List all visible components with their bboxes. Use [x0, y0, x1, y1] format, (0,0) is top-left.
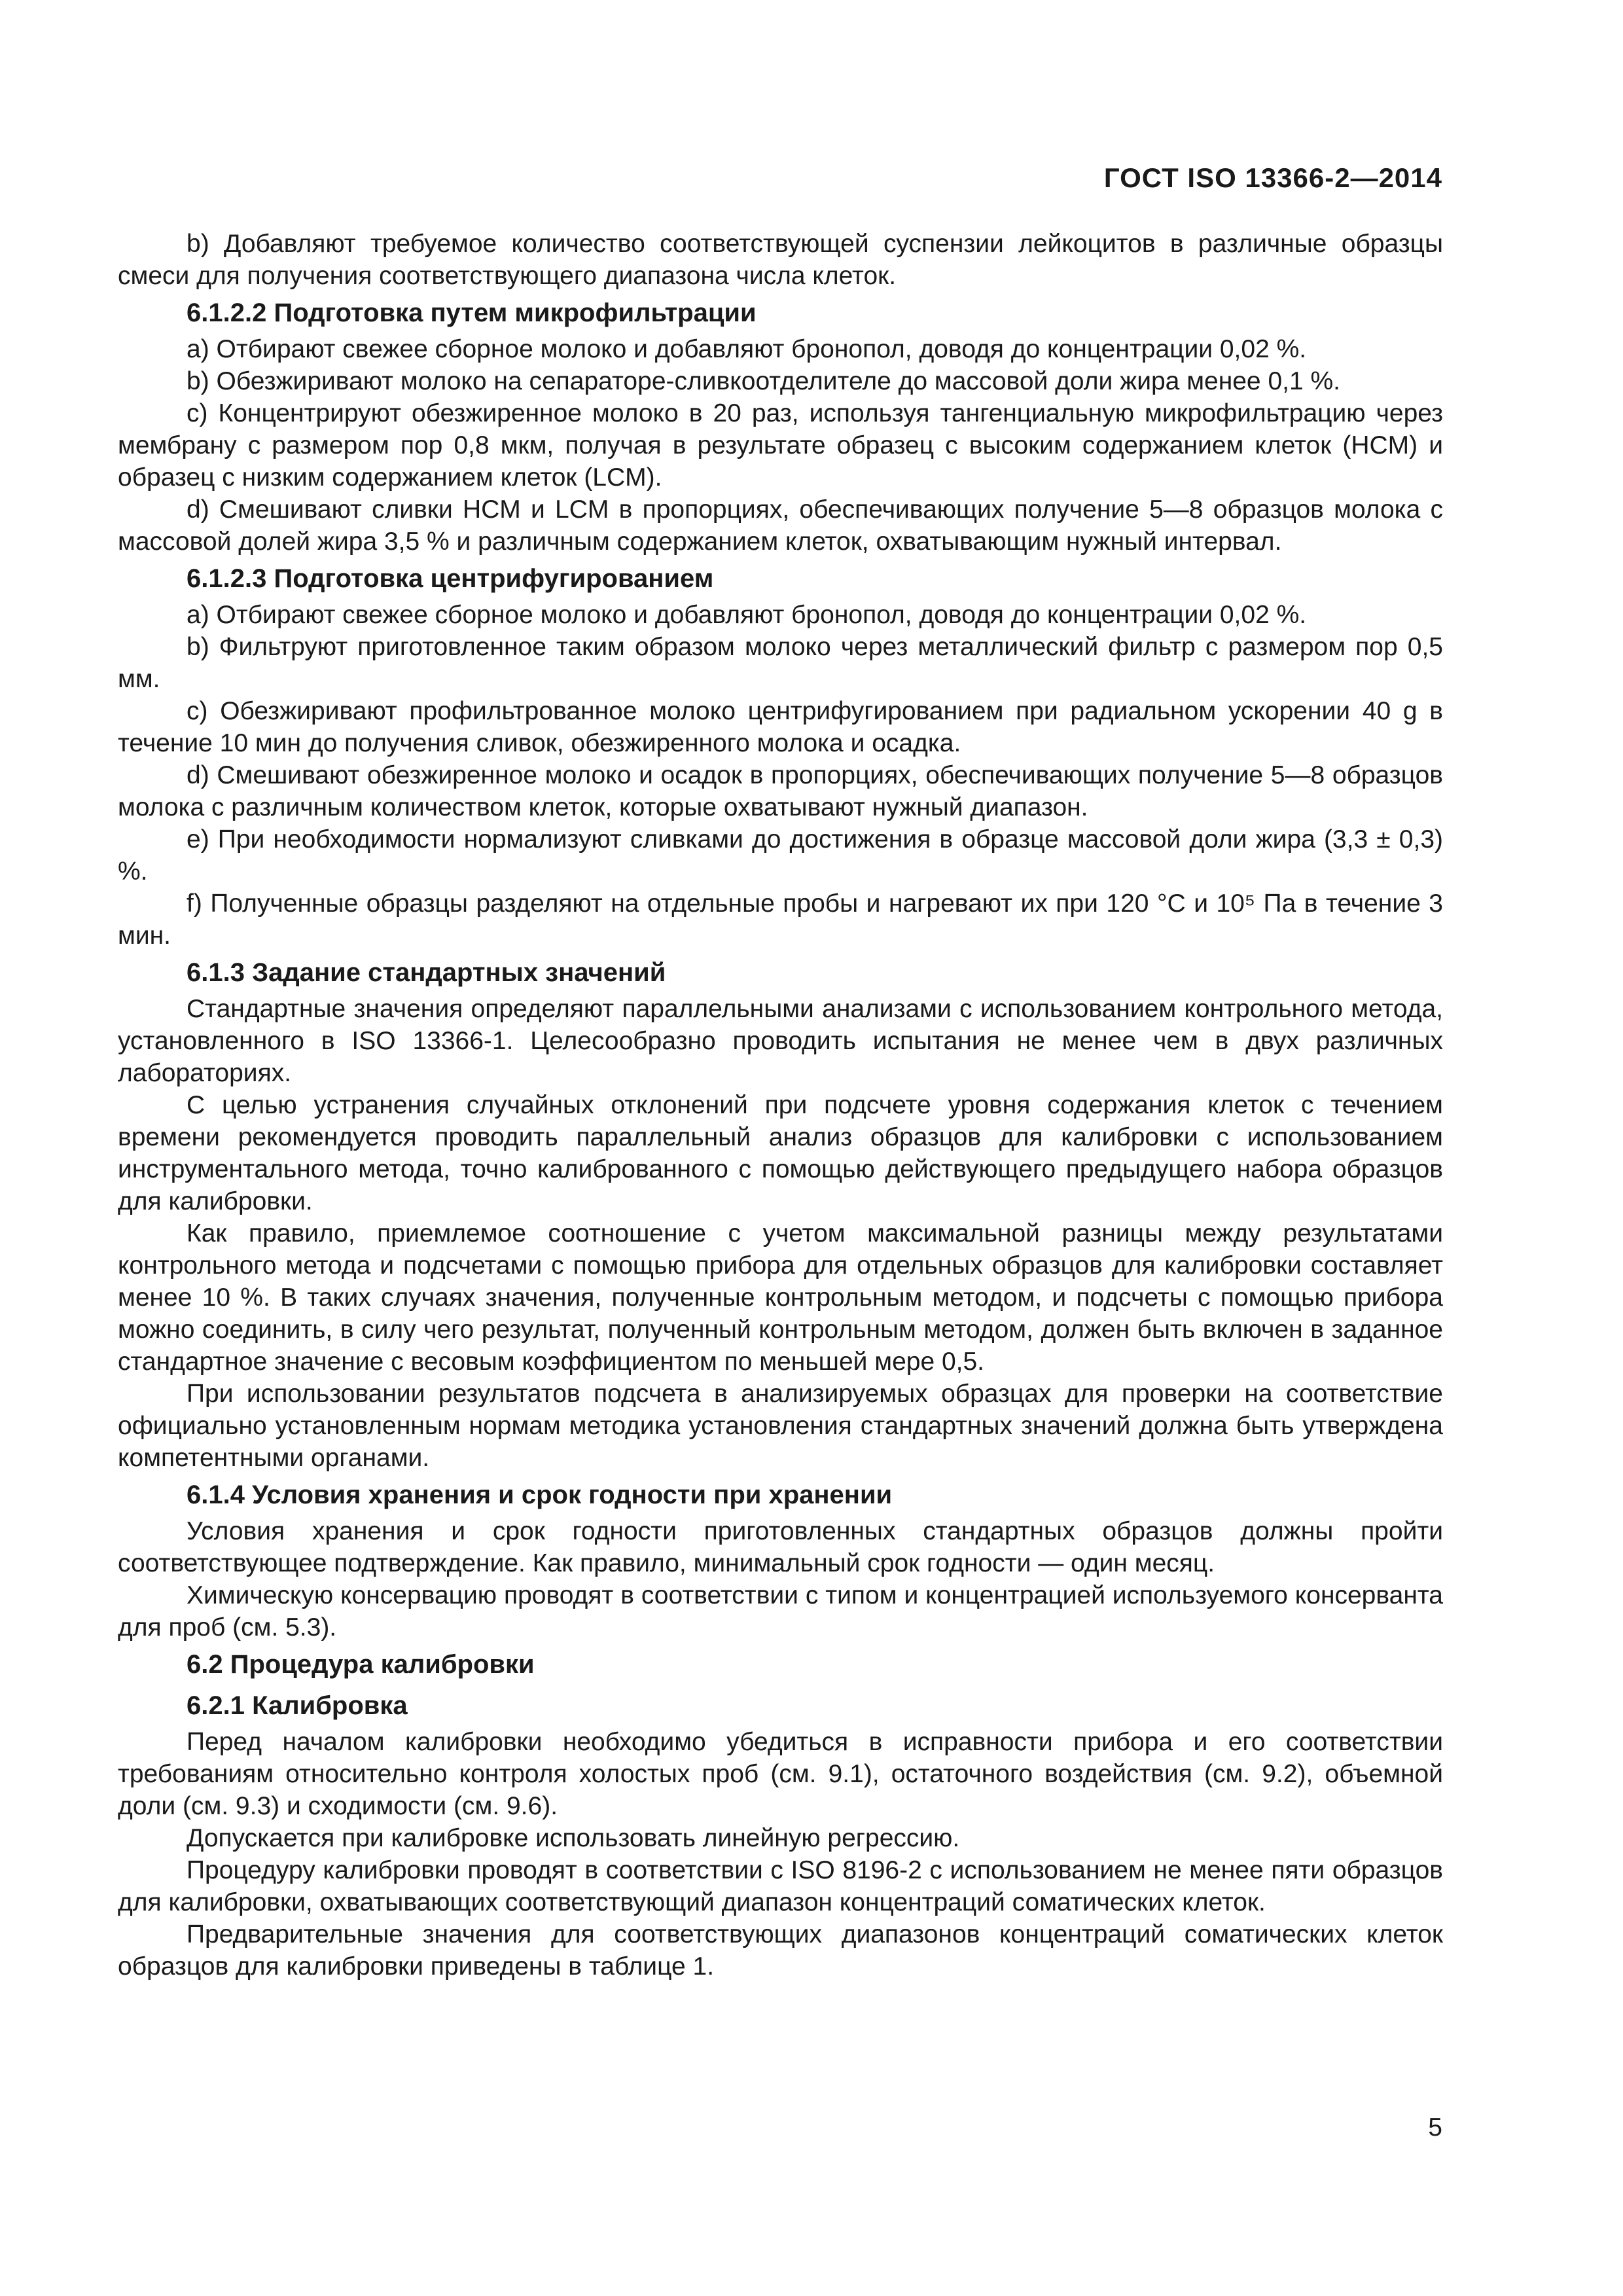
paragraph: c) Обезжиривают профильтрованное молоко центрифугированием при радиальном ускорении 40 g в течение 10 мин до получения сливок, обезжиренного молока и осадка. — [118, 697, 1443, 757]
page-number: 5 — [1428, 2113, 1442, 2142]
section-heading: 6.1.3 Задание стандартных значений — [187, 958, 666, 987]
paragraph: Как правило, приемлемое соотношение с учетом максимальной разницы между результатами контрольного метода и подсчетами с помощью прибора для отдельных образцов для калибровки составляет менее 10 %. В таких случаях значения, полученные контрольным методом, и подсчеты с помощью прибора можно соединить, в силу чего результат, полученный контрольным методом, должен быть включен в заданное стандартное значение с весовым коэффициентом по меньшей мере 0,5. — [118, 1219, 1443, 1376]
paragraph: b) Фильтруют приготовленное таким образом молоко через металлический фильтр с размером пор 0,5 мм. — [118, 633, 1443, 693]
paragraph: b) Обезжиривают молоко на сепараторе-сливкоотделителе до массовой доли жира менее 0,1 %. — [187, 367, 1341, 395]
paragraph: b) Добавляют требуемое количество соответствующей суспензии лейкоцитов в различные образцы смеси для получения соответствующего диапазона числа клеток. — [118, 230, 1443, 290]
paragraph: f) Полученные образцы разделяют на отдельные пробы и нагревают их при 120 °С и 10⁵ Па в течение 3 мин. — [118, 889, 1443, 950]
paragraph: Перед началом калибровки необходимо убедиться в исправности прибора и его соответствии требованиям относительно контроля холостых проб (см. 9.1), остаточного воздействия (см. 9.2), объемной доли (см. 9.3) и сходимости (см. 9.6). — [118, 1728, 1443, 1820]
paragraph: Химическую консервацию проводят в соответствии с типом и концентрацией используемого консерванта для проб (см. 5.3). — [118, 1581, 1443, 1641]
paragraph: С целью устранения случайных отклонений при подсчете уровня содержания клеток с течением времени рекомендуется проводить параллельный анализ образцов для калибровки с использованием инструментального метода, точно калиброванного с помощью действующего предыдущего набора образцов для калибровки. — [118, 1091, 1443, 1215]
section-heading: 6.2 Процедура калибровки — [187, 1650, 535, 1679]
paragraph: d) Смешивают обезжиренное молоко и осадок в пропорциях, обеспечивающих получение 5—8 образцов молока с различным количеством клеток, которые охватывают нужный диапазон. — [118, 761, 1443, 821]
section-heading: 6.1.4 Условия хранения и срок годности при хранении — [187, 1480, 893, 1509]
paragraph: a) Отбирают свежее сборное молоко и добавляют бронопол, доводя до концентрации 0,02 %. — [187, 335, 1307, 363]
section-heading: 6.1.2.2 Подготовка путем микрофильтрации — [187, 298, 757, 327]
paragraph: d) Смешивают сливки HCM и LCM в пропорциях, обеспечивающих получение 5—8 образцов молока с массовой долей жира 3,5 % и различным содержанием клеток, охватывающим нужный интервал. — [118, 495, 1443, 556]
section-heading: 6.2.1 Калибровка — [187, 1691, 408, 1720]
paragraph: Условия хранения и срок годности приготовленных стандартных образцов должны пройти соответствующее подтверждение. Как правило, минимальный срок годности — один месяц. — [118, 1517, 1443, 1577]
paragraph: Стандартные значения определяют параллельными анализами с использованием контрольного метода, установленного в ISO 13366-1. Целесообразно проводить испытания не менее чем в двух различных лабораториях. — [118, 995, 1443, 1087]
document-header: ГОСТ ISO 13366-2—2014 — [1103, 162, 1442, 193]
document-body — [118, 228, 1443, 1982]
paragraph: Допускается при калибровке использовать линейную регрессию. — [187, 1824, 960, 1852]
paragraph: c) Концентрируют обезжиренное молоко в 20 раз, используя тангенциальную микрофильтрацию через мембрану с размером пор 0,8 мкм, получая в результате образец с высоким содержанием клеток (HCM) и образец с низким содержанием клеток (LCM). — [118, 399, 1443, 492]
paragraph: a) Отбирают свежее сборное молоко и добавляют бронопол, доводя до концентрации 0,02 %. — [187, 601, 1307, 629]
paragraph: e) При необходимости нормализуют сливками до достижения в образце массовой доли жира (3,3 ± 0,3) %. — [118, 825, 1443, 886]
paragraph: Предварительные значения для соответствующих диапазонов концентраций соматических клеток образцов для калибровки приведены в таблице 1. — [118, 1920, 1443, 1981]
paragraph: При использовании результатов подсчета в анализируемых образцах для проверки на соответствие официально установленным нормам методика установления стандартных значений должна быть утверждена компетентными органами. — [118, 1380, 1443, 1472]
section-heading: 6.1.2.3 Подготовка центрифугированием — [187, 564, 714, 593]
paragraph: Процедуру калибровки проводят в соответствии с ISO 8196-2 с использованием не менее пяти образцов для калибровки, охватывающих соответствующий диапазон концентраций соматических клеток. — [118, 1856, 1443, 1916]
